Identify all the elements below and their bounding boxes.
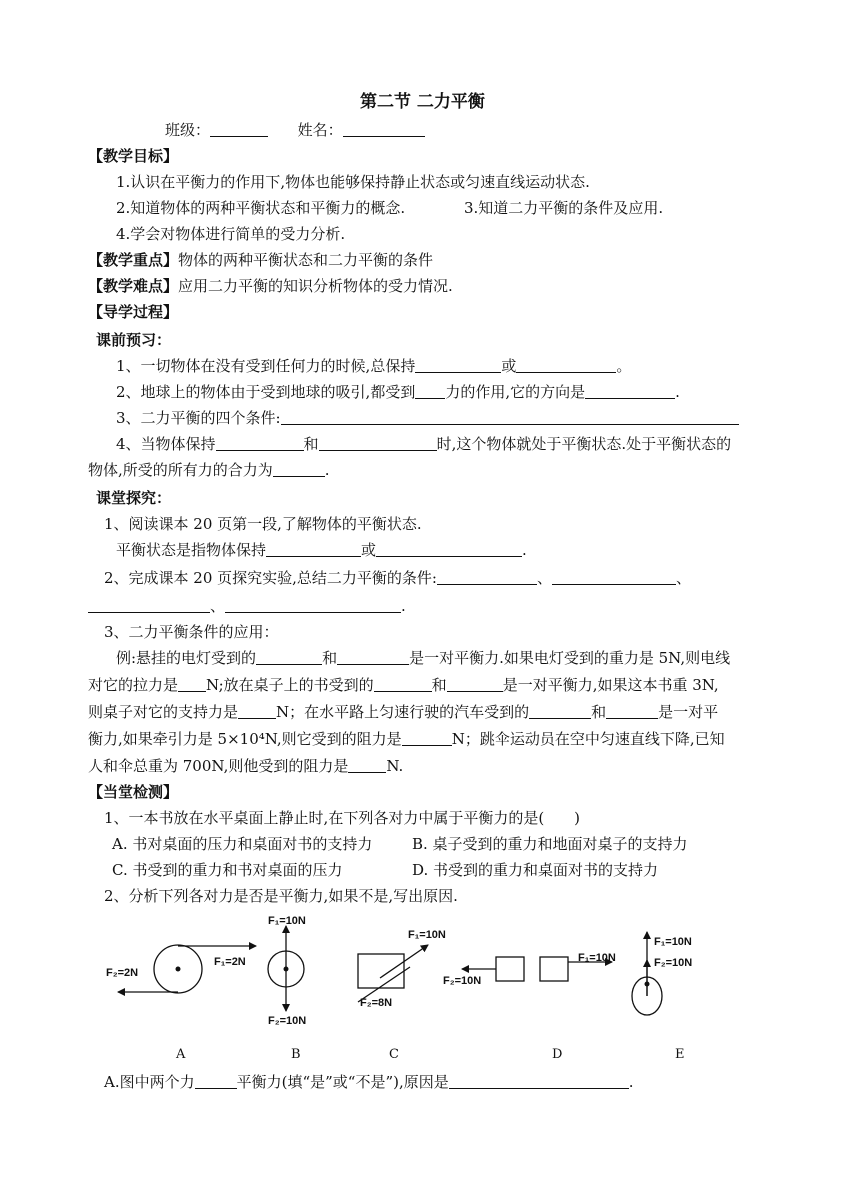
force-c2-label: F₂=8N	[360, 997, 393, 1009]
force-d2-label: F₂=10N	[443, 975, 482, 987]
figure-label-e: E	[675, 1047, 685, 1062]
ans-a-text-2: 平衡力(填“是”或“不是”),原因是	[236, 1073, 449, 1091]
e2-end: .	[401, 597, 406, 615]
force-a2-label: F₂=2N	[106, 967, 139, 979]
force-b2-label: F₂=10N	[268, 1015, 307, 1027]
object-b-center	[284, 967, 289, 972]
e2-text: 2、完成课本 20 页探究实验,总结二力平衡的条件:	[104, 569, 437, 587]
ex3-and: 和	[591, 703, 607, 721]
q4-text-3: 物体,所受的所有力的合力为	[88, 461, 273, 479]
goal-4: 4.学会对物体进行简单的受力分析.	[116, 225, 346, 243]
option-c[interactable]: C. 书受到的重力和书对桌面的压力	[112, 861, 343, 879]
force-b1-label: F₁=10N	[268, 915, 306, 927]
force-e1-label: F₁=10N	[654, 936, 692, 948]
ex3-text-3: 是一对平	[658, 703, 719, 721]
e2-sep-3: 、	[210, 597, 226, 615]
ex2-text: 对它的拉力是	[88, 676, 179, 694]
name-label: 姓名：	[297, 121, 343, 139]
difficulty-heading: 【教学难点】	[88, 277, 179, 295]
option-d[interactable]: D. 书受到的重力和桌面对书的支持力	[412, 861, 659, 879]
figure-label-a: A	[176, 1047, 186, 1062]
test-q1: 1、一本书放在水平桌面上静止时,在下列各对力中属于平衡力的是( )	[104, 809, 581, 827]
goal-3: 3.知道二力平衡的条件及应用.	[464, 199, 664, 217]
e1b-text: 平衡状态是指物体保持	[116, 541, 267, 559]
ans-a-end: .	[628, 1073, 634, 1091]
q3-text: 3、二力平衡的四个条件:	[116, 409, 281, 427]
explore-3: 3、二力平衡条件的应用：	[104, 623, 279, 641]
object-a-center	[176, 967, 181, 972]
class-label: 班级：	[165, 121, 211, 139]
ex2-text-2: N;放在桌子上的书受到的	[206, 676, 374, 694]
q2-text: 2、地球上的物体由于受到地球的吸引,都受到	[116, 383, 416, 401]
q1-or: 或	[501, 357, 517, 375]
e2-sep-2: 、	[676, 569, 692, 587]
answer-a	[104, 1072, 634, 1092]
ex4-text-2: N；跳伞运动员在空中匀速直线下降,已知	[451, 730, 725, 748]
object-d-right-box	[540, 957, 568, 981]
ans-a-text: A.图中两个力	[104, 1073, 195, 1091]
ex3-text-2: N；在水平路上匀速行驶的汽车受到的	[276, 703, 530, 721]
ex-and-1: 和	[322, 649, 338, 667]
preview-heading: 课前预习：	[96, 331, 172, 349]
goal-2: 2.知道物体的两种平衡状态和平衡力的概念.	[116, 199, 406, 217]
explore-heading: 课堂探究：	[96, 489, 172, 507]
ans-a-blank-1[interactable]	[195, 1073, 237, 1089]
q4-text-2: 时,这个物体就处于平衡状态.处于平衡状态的	[436, 435, 732, 453]
test-q2: 2、分析下列各对力是否是平衡力,如果不是,写出原因.	[104, 887, 458, 905]
option-b[interactable]: B. 桌子受到的重力和地面对桌子的支持力	[412, 835, 688, 853]
ex5-end: N.	[386, 757, 404, 775]
q4-end: .	[324, 461, 330, 479]
figure-label-b: B	[291, 1047, 301, 1062]
page-title: 第二节 二力平衡	[360, 92, 485, 112]
test-heading: 【当堂检测】	[88, 783, 179, 801]
q2-text-2: 力的作用,它的方向是	[445, 383, 586, 401]
goal-1: 1.认识在平衡力的作用下,物体也能够保持静止状态或匀速直线运动状态.	[116, 173, 590, 191]
figure-label-d: D	[552, 1047, 563, 1062]
process-heading: 【导学过程】	[88, 303, 179, 321]
option-a[interactable]: A. 书对桌面的压力和桌面对书的支持力	[112, 835, 373, 853]
e1b-end: .	[522, 541, 527, 559]
ans-a-blank-2[interactable]	[449, 1073, 629, 1089]
ex2-and: 和	[431, 676, 447, 694]
figure-label-c: C	[389, 1047, 399, 1062]
explore-1: 1、阅读课本 20 页第一段,了解物体的平衡状态.	[104, 515, 422, 533]
object-d-left-box	[496, 957, 524, 981]
q2-end: .	[675, 383, 680, 401]
e2-sep-1: 、	[537, 569, 553, 587]
key-point-heading: 【教学重点】	[88, 251, 179, 269]
q4-and: 和	[303, 435, 319, 453]
ex2-text-3: 是一对平衡力,如果这本书重 3N,	[502, 676, 719, 694]
force-d1-label: F₁=10N	[578, 952, 616, 964]
ex5-text: 人和伞总重为 700N,则他受到的阻力是	[88, 757, 349, 775]
object-e-center	[645, 982, 650, 987]
q4-text: 4、当物体保持	[116, 435, 216, 453]
difficulty-text: 应用二力平衡的知识分析物体的受力情况.	[178, 277, 453, 295]
q1-text: 1、一切物体在没有受到任何力的时候,总保持	[116, 357, 416, 375]
force-a1-label: F₁=2N	[214, 956, 246, 968]
object-c-box	[358, 954, 404, 988]
ex3-text: 则桌子对它的支持力是	[88, 703, 239, 721]
ex-text-1: 例:悬挂的电灯受到的	[116, 649, 257, 667]
q1-end: 。	[616, 357, 632, 375]
key-point-text: 物体的两种平衡状态和二力平衡的条件	[178, 251, 434, 269]
force-c1-label: F₁=10N	[408, 929, 446, 941]
ex4-text: 衡力,如果牵引力是 5×10⁴N,则它受到的阻力是	[88, 730, 402, 748]
force-e2-label: F₂=10N	[654, 957, 693, 969]
goals-heading: 【教学目标】	[88, 147, 179, 165]
ex-text-2: 是一对平衡力.如果电灯受到的重力是 5N,则电线	[409, 649, 731, 667]
e1b-or: 或	[361, 541, 377, 559]
